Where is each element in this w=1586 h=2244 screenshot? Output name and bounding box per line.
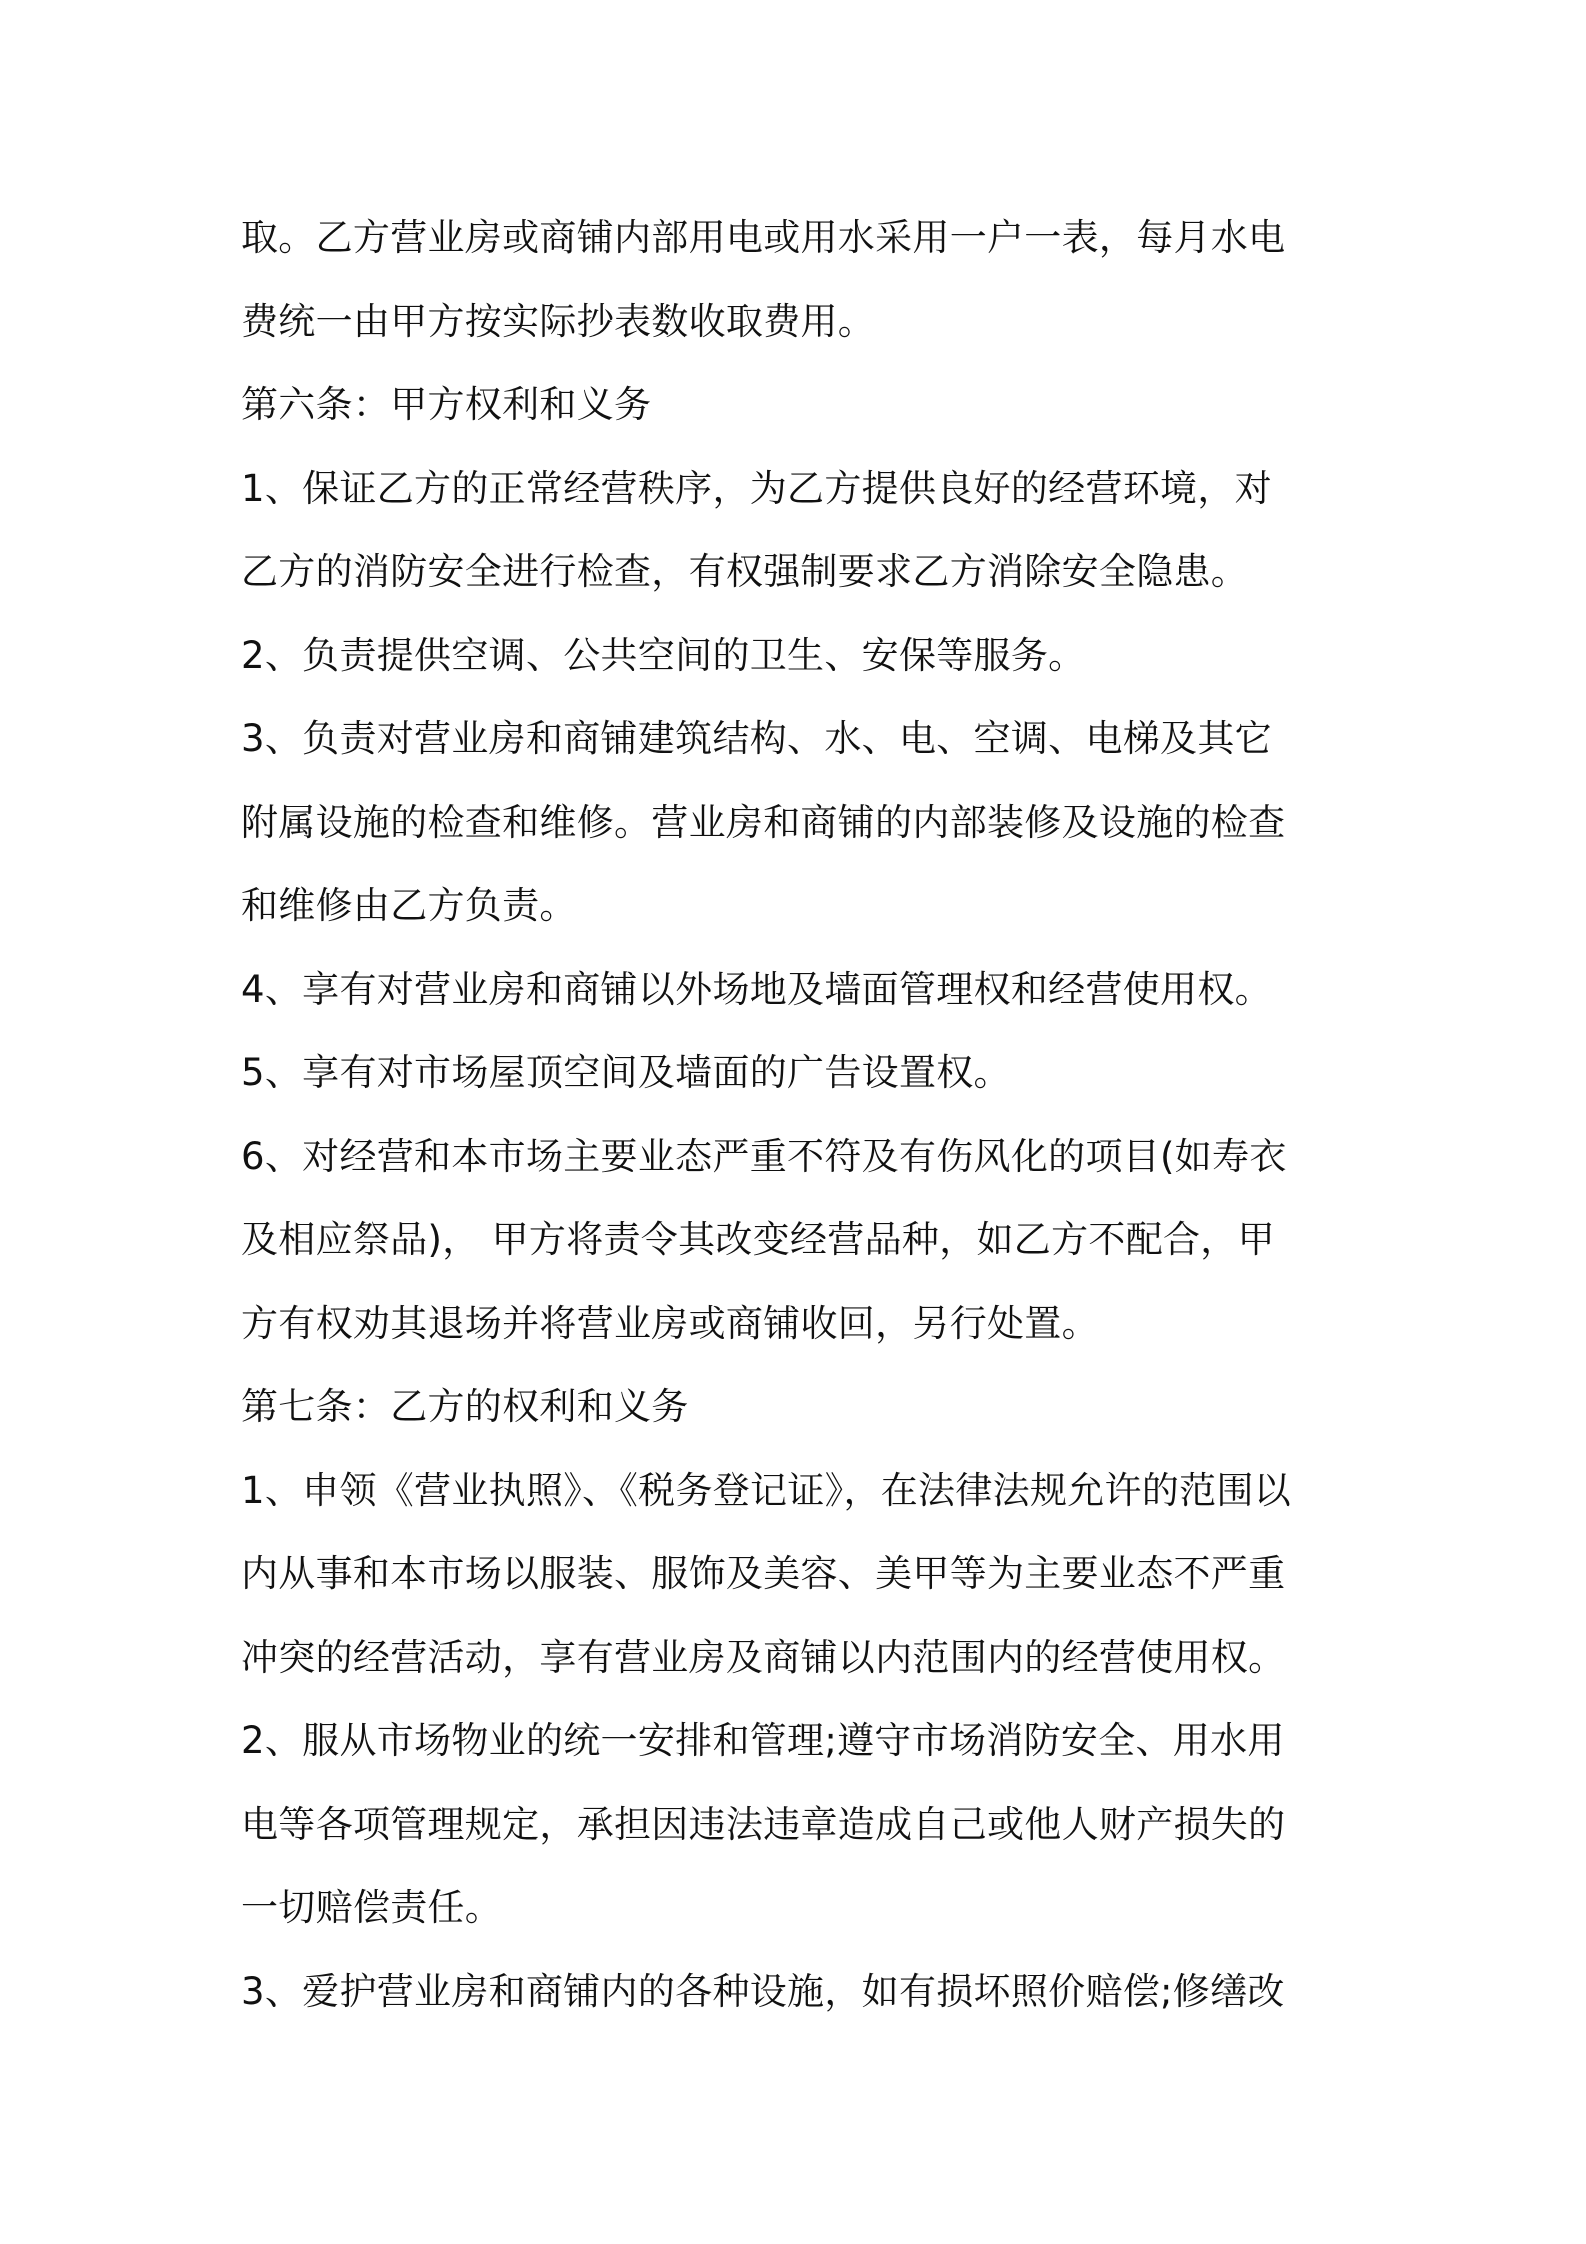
text-line: 及相应祭品)， 甲方将责令其改变经营品种，如乙方不配合，甲 xyxy=(241,1218,1275,1261)
text-line: 和维修由乙方负责。 xyxy=(241,884,577,927)
text-line: 2、服从市场物业的统一安排和管理;遵守市场消防安全、用水用 xyxy=(241,1719,1285,1762)
text-line: 方有权劝其退场并将营业房或商铺收回，另行处置。 xyxy=(241,1301,1099,1345)
text-line: 3、爱护营业房和商铺内的各种设施，如有损坏照价赔偿;修缮改 xyxy=(241,1969,1285,2013)
text-line: 2、负责提供空调、公共空间的卫生、安保等服务。 xyxy=(241,633,1086,677)
text-line: 取。乙方营业房或商铺内部用电或用水采用一户一表，每月水电 xyxy=(241,216,1286,259)
text-line: 附属设施的检查和维修。营业房和商铺的内部装修及设施的检查 xyxy=(241,800,1286,844)
text-line: 1、保证乙方的正常经营秩序，为乙方提供良好的经营环境，对 xyxy=(241,466,1272,510)
section-heading: 第六条：甲方权利和义务 xyxy=(241,383,652,426)
text-line: 3、负责对营业房和商铺建筑结构、水、电、空调、电梯及其它 xyxy=(241,717,1272,760)
text-line: 冲突的经营活动，享有营业房及商铺以内范围内的经营使用权。 xyxy=(241,1635,1286,1679)
text-line: 5、享有对市场屋顶空间及墙面的广告设置权。 xyxy=(241,1051,1011,1094)
document-body xyxy=(241,196,1371,2033)
text-line: 乙方的消防安全进行检查，有权强制要求乙方消除安全隐患。 xyxy=(241,550,1249,593)
text-line: 6、对经营和本市场主要业态严重不符及有伤风化的项目(如寿衣 xyxy=(241,1134,1287,1178)
text-line: 1、申领《营业执照》、《税务登记证》，在法律法规允许的范围以 xyxy=(241,1468,1292,1512)
text-line: 一切赔偿责任。 xyxy=(241,1886,503,1929)
text-line: 电等各项管理规定，承担因违法违章造成自己或他人财产损失的 xyxy=(241,1802,1286,1846)
section-heading: 第七条：乙方的权利和义务 xyxy=(241,1385,689,1428)
text-line: 内从事和本市场以服装、服饰及美容、美甲等为主要业态不严重 xyxy=(241,1552,1286,1595)
text-line: 4、享有对营业房和商铺以外场地及墙面管理权和经营使用权。 xyxy=(241,967,1272,1011)
text-line: 费统一由甲方按实际抄表数收取费用。 xyxy=(241,299,876,343)
